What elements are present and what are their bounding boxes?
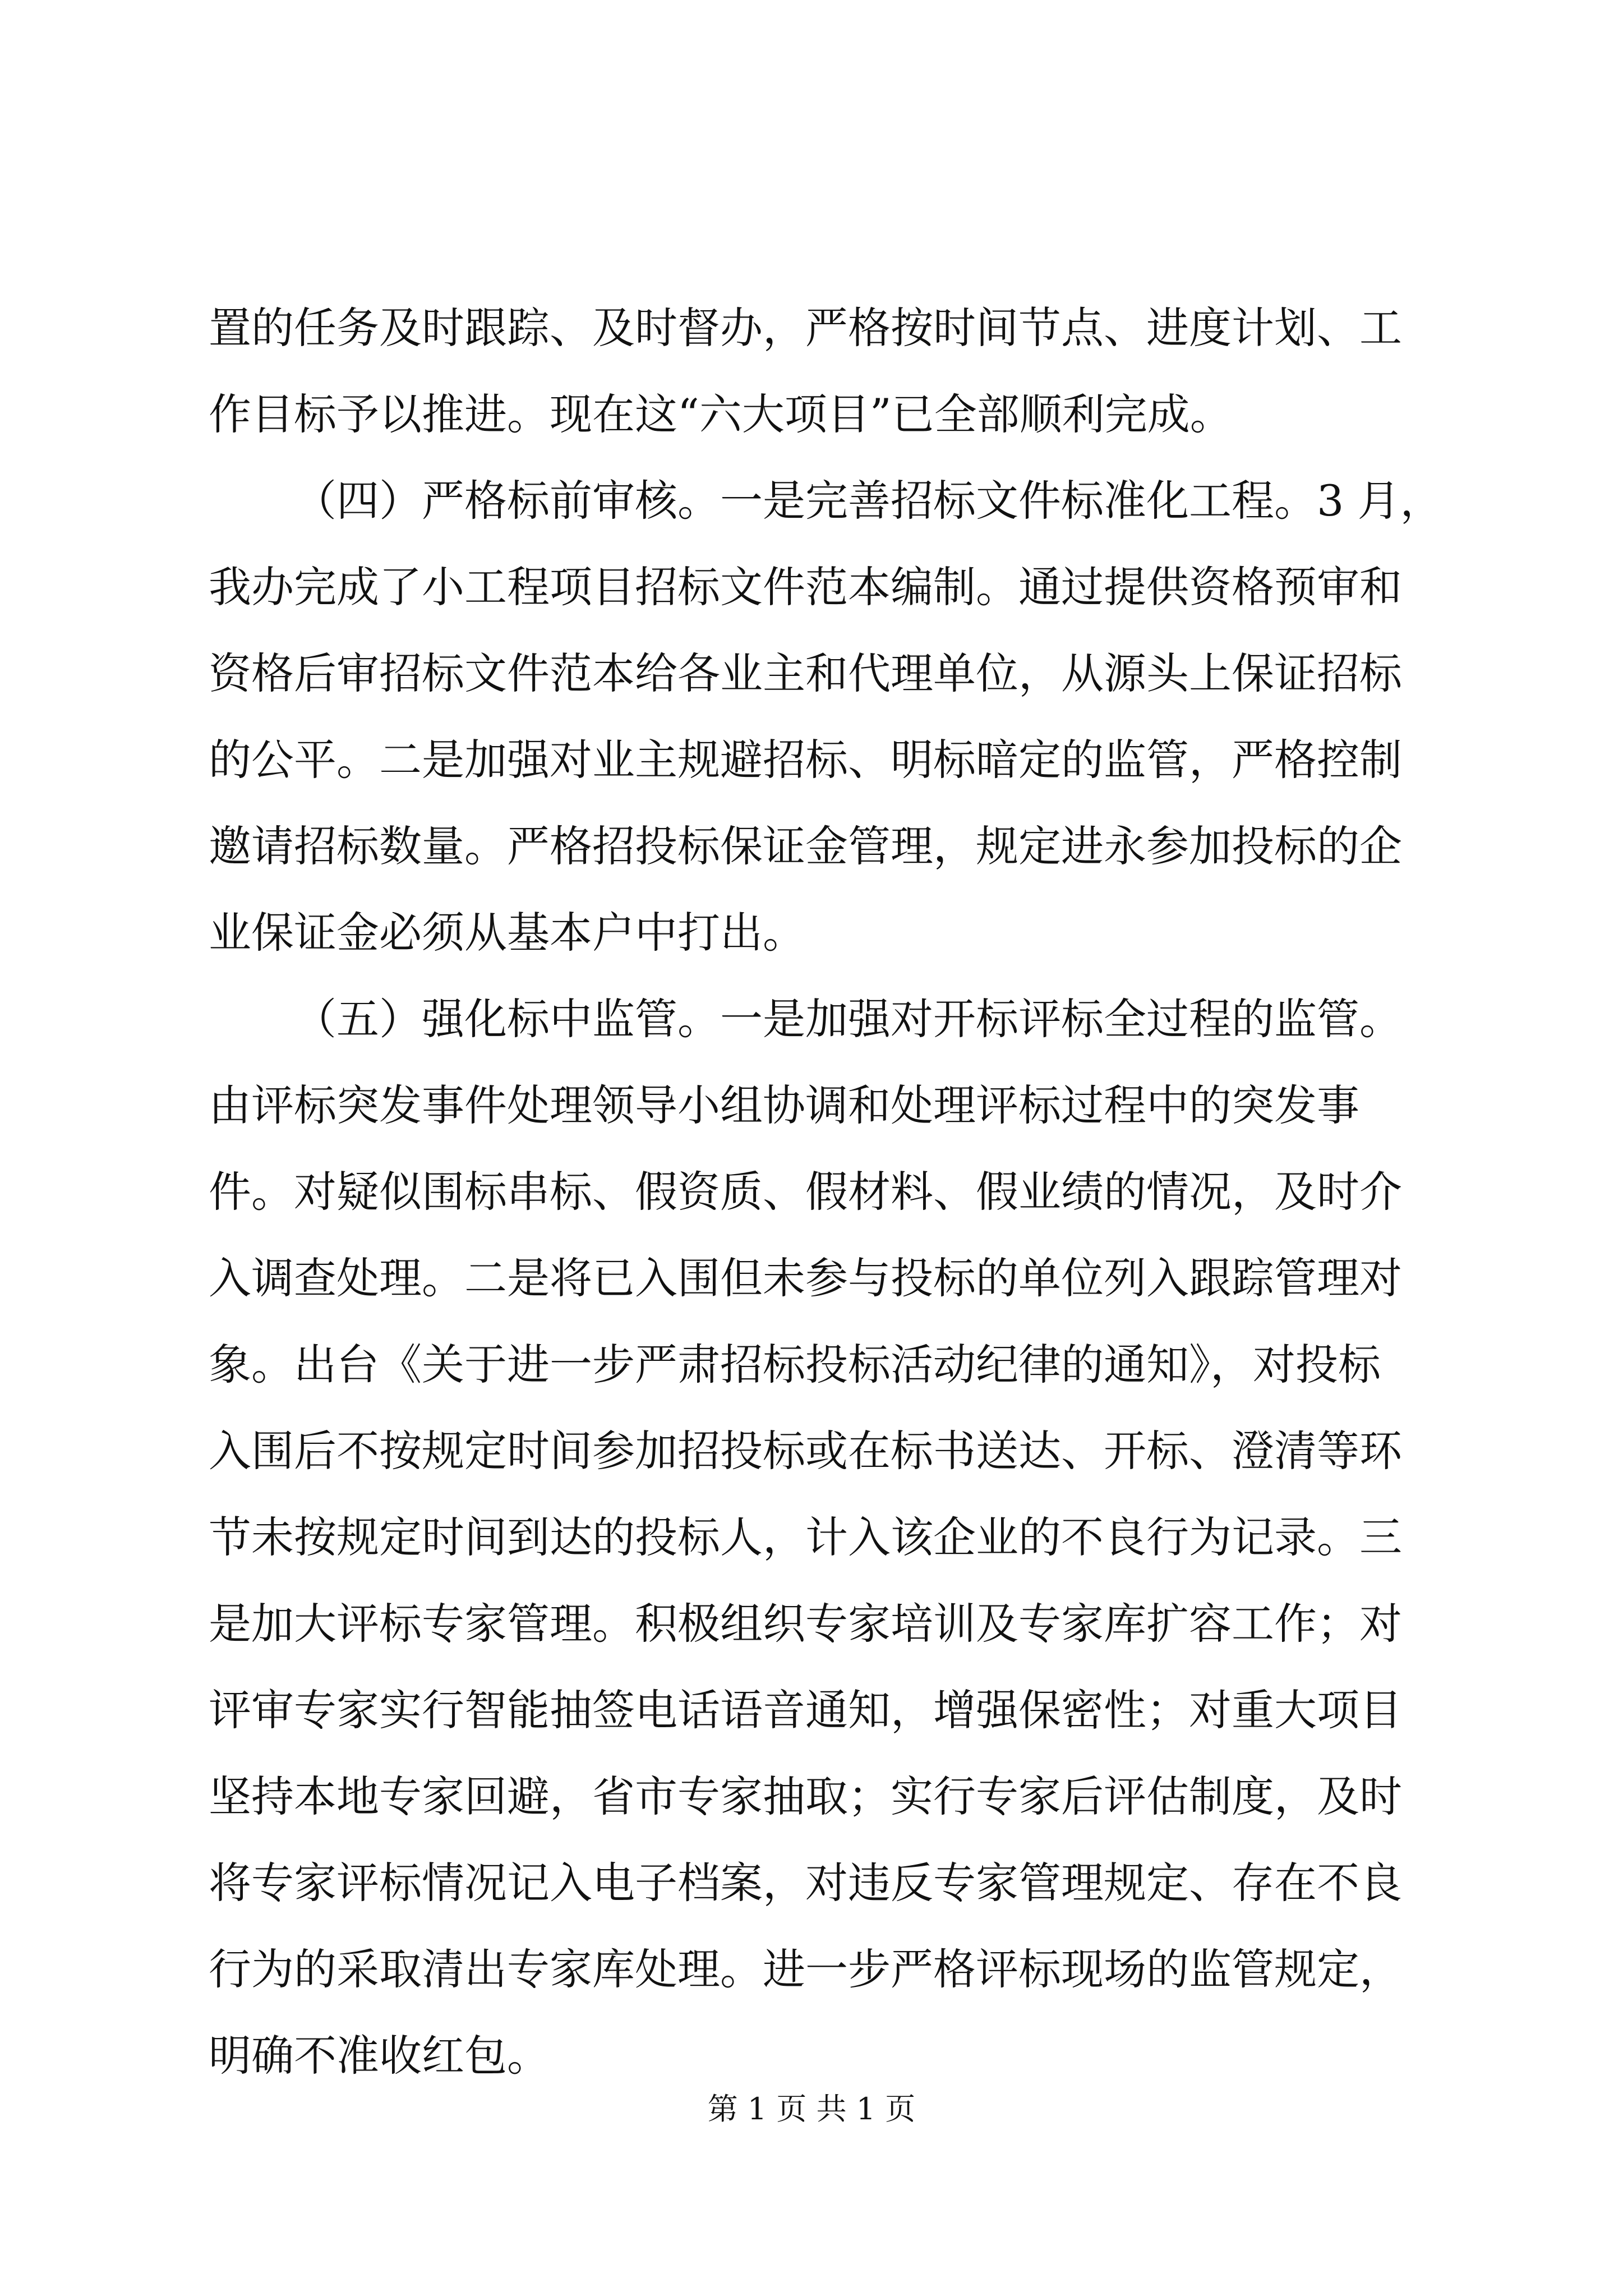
text-line: 资格后审招标文件范本给各业主和代理单位，从源头上保证招标 (209, 648, 1402, 698)
text-line: 明确不准收红包。 (209, 2031, 550, 2081)
text-line: 坚持本地专家回避，省市专家抽取；实行专家后评估制度，及时 (209, 1772, 1402, 1821)
text-line: 我办完成了小工程项目招标文件范本编制。通过提供资格预审和 (209, 562, 1402, 612)
text-line: 置的任务及时跟踪、及时督办，严格按时间节点、进度计划、工 (209, 303, 1402, 353)
text-line: 作目标予以推进。现在这“六大项目”已全部顺利完成。 (209, 389, 1233, 439)
text-line: 由评标突发事件处理领导小组协调和处理评标过程中的突发事 (209, 1080, 1359, 1130)
text-line: 入调查处理。二是将已入围但未参与投标的单位列入跟踪管理对 (209, 1253, 1402, 1303)
section-heading-5: （五）强化标中监管。一是加强对开标评标全过程的监管。 (294, 994, 1402, 1044)
text-line: 象。出台《关于进一步严肃招标投标活动纪律的通知》，对投标 (209, 1340, 1381, 1389)
text-line: 节未按规定时间到达的投标人，计入该企业的不良行为记录。三 (209, 1512, 1402, 1562)
text-line: 邀请招标数量。严格招投标保证金管理，规定进永参加投标的企 (209, 821, 1402, 871)
text-line: 评审专家实行智能抽签电话语音通知，增强保密性；对重大项目 (209, 1685, 1402, 1735)
text-line: 业保证金必须从基本户中打出。 (209, 908, 805, 958)
section-heading-4: （四）严格标前审核。一是完善招标文件标准化工程。3 月， (294, 476, 1443, 526)
text-line: 入围后不按规定时间参加招投标或在标书送达、开标、澄清等环 (209, 1426, 1402, 1476)
text-line: 的公平。二是加强对业主规避招标、明标暗定的监管，严格控制 (209, 735, 1402, 785)
text-line: 是加大评标专家管理。积极组织专家培训及专家库扩容工作；对 (209, 1599, 1402, 1649)
page-number-footer: 第 1 页 共 1 页 (707, 2091, 916, 2127)
text-line: 将专家评标情况记入电子档案，对违反专家管理规定、存在不良 (209, 1858, 1402, 1908)
text-line: 行为的采取清出专家库处理。进一步严格评标现场的监管规定， (209, 1944, 1402, 1994)
text-line: 件。对疑似围标串标、假资质、假材料、假业绩的情况，及时介 (209, 1167, 1402, 1217)
